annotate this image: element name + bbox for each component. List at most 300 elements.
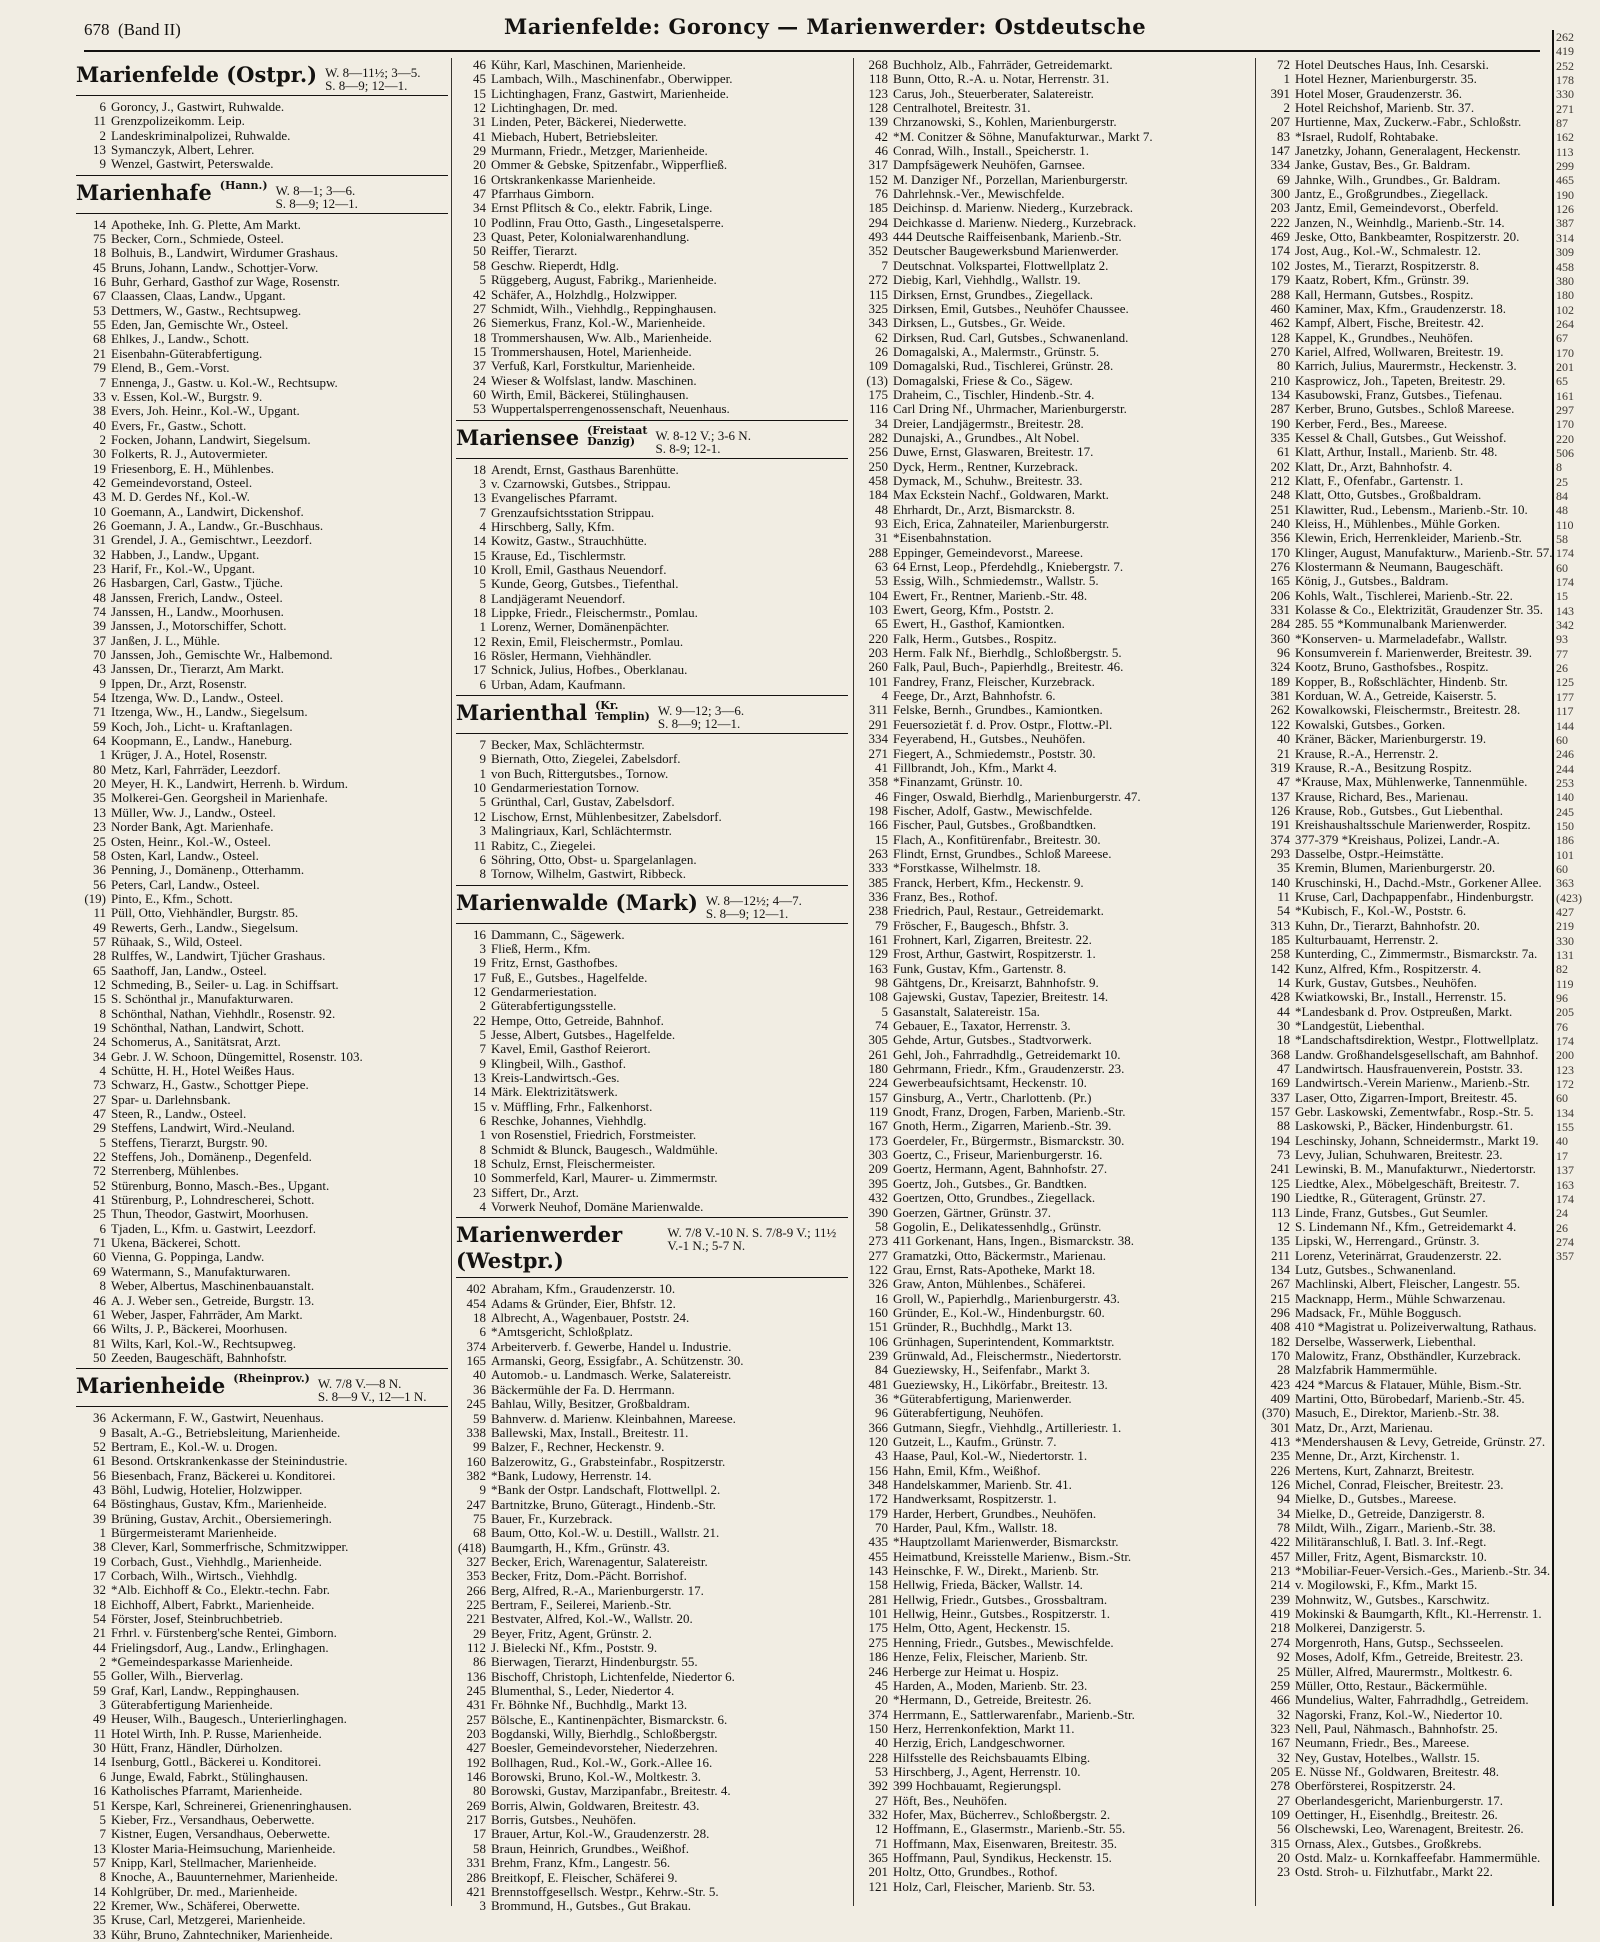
entry-number: 10 [473, 1170, 486, 1186]
entry-text: Lischow, Ernst, Mühlenbesitzer, Zabelsdorf. [491, 808, 722, 824]
entry-text: Lorenz, Veterinärrat, Graudenzerstr. 22. [1295, 1247, 1502, 1263]
entry-number: 365 [868, 1849, 888, 1865]
entry-text: Itzenga, Ww., H., Landw., Siegelsum. [111, 704, 308, 720]
entry-text: v. Mogilowski, F., Kfm., Markt 15. [1295, 1577, 1478, 1593]
entry-number: 435 [868, 1534, 888, 1550]
entry-text: Kieber, Frz., Versandhaus, Oeberwette. [111, 1811, 315, 1827]
edge-number: 26 [1556, 1220, 1568, 1235]
list-item [858, 1851, 1250, 1865]
list-item [858, 101, 1250, 115]
section-rule [456, 1277, 848, 1278]
list-item [456, 87, 848, 101]
entry-number: 419 [1270, 1606, 1290, 1622]
list-item [858, 833, 1250, 847]
entry-text: Frielingsdorf, Aug., Landw., Erlinghagen. [111, 1639, 329, 1655]
edge-number: 84 [1556, 489, 1568, 503]
list-item [1260, 1492, 1550, 1506]
entry-text: Machlinski, Albert, Fleischer, Langestr. 55. [1295, 1276, 1521, 1292]
entry-text: Ennenga, J., Gastw. u. Kol.-W., Rechtsupw. [111, 374, 338, 390]
entry-number: 3 [479, 940, 486, 956]
entry-number: 18 [473, 605, 486, 621]
list-item [456, 1282, 848, 1296]
entry-text: S. Schönthal jr., Manufakturwaren. [111, 991, 294, 1007]
edge-number: 172 [1556, 1077, 1574, 1092]
entry-text: Dettmers, W., Gastw., Rechtsupweg. [111, 302, 302, 318]
entry-text: Kunterding, C., Zimmermstr., Bismarckstr. 7a. [1295, 946, 1538, 962]
entry-text: *Israel, Rudolf, Rohtabake. [1295, 128, 1439, 144]
list-item [858, 331, 1250, 345]
list-item [456, 1498, 848, 1512]
entry-number: 9 [479, 1482, 486, 1498]
entry-number: 51 [93, 1797, 106, 1813]
entry-text: Kistner, Eugen, Versandhaus, Oeberwette. [111, 1826, 331, 1842]
entry-number: 39 [93, 618, 106, 634]
entry-text: Dammann, C., Sägewerk. [491, 926, 625, 942]
list-item [76, 390, 448, 404]
entry-text: Hellwig, Frieda, Bäcker, Wallstr. 14. [893, 1577, 1083, 1593]
entry-text: Arendt, Ernst, Gasthaus Barenhütte. [491, 461, 679, 477]
edge-number: 342 [1556, 618, 1574, 633]
list-item [858, 1521, 1250, 1535]
entry-text: Albrecht, A., Wagenbauer, Poststr. 24. [491, 1310, 690, 1326]
entry-number: 48 [875, 501, 888, 517]
entry-number: 175 [868, 1620, 888, 1636]
list-item [76, 143, 448, 157]
entry-text: Carus, Joh., Steuerberater, Salatereistr. [893, 85, 1094, 101]
list-item [1260, 1765, 1550, 1779]
entry-number: 170 [1270, 1347, 1290, 1363]
edge-number: 161 [1556, 388, 1574, 403]
list-item [858, 115, 1250, 129]
entry-number: 12 [473, 633, 486, 649]
entry-number: 20 [93, 776, 106, 792]
entry-text: Frost, Arthur, Gastwirt, Rospitzerstr. 1. [893, 946, 1096, 962]
list-item [1260, 1665, 1550, 1679]
list-item [1260, 1449, 1550, 1463]
section-title: Marienfelde (Ostpr.) [76, 62, 318, 87]
section-hours: W. 7/8 V.-10 N. S. 7/8-9 V.; 11½ V.-1 N.; 5-7 N. [667, 1225, 837, 1254]
entry-number: 246 [868, 1663, 888, 1679]
list-item [456, 956, 848, 970]
list-item [76, 261, 448, 275]
list-item [858, 374, 1250, 388]
entry-number: 338 [466, 1424, 486, 1440]
entry-text: M. D. Gerdes Nf., Kol.-W. [111, 489, 250, 505]
list-item [858, 560, 1250, 574]
entry-number: 47 [473, 186, 486, 202]
entry-number: 7 [99, 1826, 106, 1842]
entry-number: 40 [1277, 731, 1290, 747]
list-item [1260, 933, 1550, 947]
list-item [456, 738, 848, 752]
list-item [456, 1569, 848, 1583]
entry-number: 43 [93, 661, 106, 677]
entry-number: 23 [1277, 1864, 1290, 1880]
entry-number: 53 [473, 401, 486, 417]
entry-text: Herrmann, E., Sattlerwarenfabr., Marienb.-Str. [893, 1706, 1135, 1722]
entry-number: 42 [473, 286, 486, 302]
list-item [858, 1320, 1250, 1334]
entry-number: 34 [875, 415, 888, 431]
list-item [76, 114, 448, 128]
entry-number: 41 [473, 128, 486, 144]
entry-number: 72 [1277, 57, 1290, 72]
entry-text: Schönthal, Nathan, Viehhdlr., Rosenstr. 92. [111, 1005, 336, 1021]
list-item [858, 1607, 1250, 1621]
entry-number: 374 [868, 1706, 888, 1722]
entry-number: 2 [99, 127, 106, 143]
list-item [456, 1541, 848, 1555]
entry-number: 5 [479, 794, 486, 810]
entry-number: 61 [93, 1306, 106, 1322]
list-item [1260, 144, 1550, 158]
list-item [76, 949, 448, 963]
entry-number: 80 [93, 761, 106, 777]
list-item [1260, 402, 1550, 416]
list-item [858, 87, 1250, 101]
entry-text: Kuhn, Dr., Tierarzt, Bahnhofstr. 20. [1295, 917, 1480, 933]
list-item [858, 1249, 1250, 1263]
entry-number: 260 [868, 659, 888, 675]
entry-number: 215 [1270, 1290, 1290, 1306]
entry-text: Lutz, Gutsbes., Schwanenland. [1295, 1261, 1457, 1277]
list-item [456, 1426, 848, 1440]
entry-text: Gründer, R., Buchhdlg., Markt 13. [893, 1319, 1073, 1335]
entry-number: 27 [875, 1792, 888, 1808]
edge-number: 220 [1556, 431, 1574, 446]
entry-text: Grünhagen, Superintendent, Kommarktstr. [893, 1333, 1115, 1349]
entry-number: 119 [868, 1104, 888, 1120]
entry-text: Pinto, E., Kfm., Schott. [111, 890, 233, 906]
entry-text: Kloster Maria-Heimsuchung, Marienheide. [111, 1840, 336, 1856]
list-item [76, 462, 448, 476]
list-item [858, 1048, 1250, 1062]
list-item [858, 1535, 1250, 1549]
list-item [456, 1455, 848, 1469]
entry-number: 47 [1277, 1061, 1290, 1077]
entry-text: Laskowski, P., Bäcker, Hindenburgstr. 61. [1295, 1118, 1514, 1134]
list-item [76, 1021, 448, 1035]
entry-number: 40 [473, 1367, 486, 1383]
entry-text: Gnoth, Herm., Zigarren, Marienb.-Str. 39. [893, 1118, 1112, 1134]
list-item [456, 867, 848, 881]
entry-number: 70 [875, 1520, 888, 1536]
entry-text: Bürgermeisteramt Marienheide. [111, 1524, 277, 1540]
section-title: Marienwerder (Westpr.) [456, 1222, 623, 1274]
entry-number: 73 [93, 1077, 106, 1093]
edge-number: 155 [1556, 1120, 1574, 1135]
entry-text: Henze, Felix, Fleischer, Marienb. Str. [893, 1649, 1088, 1665]
entry-number: 454 [466, 1295, 486, 1311]
list-item [456, 331, 848, 345]
entry-number: 15 [473, 1098, 486, 1114]
list-item [456, 201, 848, 215]
entry-text: A. J. Weber sen., Getreide, Burgstr. 13. [111, 1292, 315, 1308]
entry-text: Kleiss, H., Mühlenbes., Mühle Gorken. [1295, 516, 1501, 531]
list-item [456, 549, 848, 563]
entry-text: Kerber, Ferd., Bes., Mareese. [1295, 415, 1448, 431]
entry-number: 129 [868, 946, 888, 962]
entry-number: 336 [868, 888, 888, 904]
entry-text: Flach, A., Konfitürenfabr., Breitestr. 30. [893, 831, 1101, 847]
entry-number: 2 [479, 998, 486, 1014]
entry-text: *Hauptzollamt Marienwerder, Bismarckstr. [893, 1534, 1119, 1550]
entry-number: 71 [93, 1235, 106, 1251]
list-item [1260, 58, 1550, 72]
list-item [858, 718, 1250, 732]
entry-text: Wilts, Karl, Kol.-W., Rechtsupweg. [111, 1335, 296, 1351]
entry-number: 29 [473, 1625, 486, 1641]
entry-text: Hurtienne, Max, Zuckerw.-Fabr., Schloßstr. [1295, 114, 1522, 130]
entry-number: 125 [1270, 1175, 1290, 1191]
entry-text: Siffert, Dr., Arzt. [491, 1184, 579, 1200]
entry-number: 83 [1277, 128, 1290, 144]
entry-number: 20 [1277, 1849, 1290, 1865]
edge-number: 380 [1556, 273, 1574, 288]
list-item [1260, 1234, 1550, 1248]
edge-number: 60 [1556, 861, 1568, 876]
entry-number: 8 [479, 866, 486, 882]
list-item [456, 506, 848, 520]
list-item [1260, 517, 1550, 531]
entry-text: Ewert, Georg, Kfm., Poststr. 2. [893, 602, 1054, 618]
list-item [858, 1148, 1250, 1162]
entry-text: Gutmann, Siegfr., Viehhdlg., Artilleriestr. 1. [893, 1419, 1122, 1435]
entry-text: Helm, Otto, Agent, Heckenstr. 15. [893, 1620, 1071, 1636]
entry-number: 96 [875, 1405, 888, 1421]
list-item [1260, 804, 1550, 818]
entry-number: 5 [99, 1134, 106, 1150]
entry-number: 22 [93, 1149, 106, 1165]
entry-number: 301 [1270, 1419, 1290, 1435]
entry-number: 343 [868, 315, 888, 331]
entry-number: 205 [1270, 1763, 1290, 1779]
entry-number: 6 [99, 1768, 106, 1784]
list-item [1260, 230, 1550, 244]
entry-text: Duwe, Ernst, Glaswaren, Breitestr. 17. [893, 444, 1094, 460]
entry-number: 157 [868, 1089, 888, 1105]
entry-number: 140 [1270, 874, 1290, 890]
entry-text: Abraham, Kfm., Graudenzerstr. 10. [491, 1281, 676, 1297]
entry-text: Besond. Ortskrankenkasse der Steinindustrie. [111, 1453, 348, 1469]
entry-number: 366 [868, 1419, 888, 1435]
list-item [1260, 216, 1550, 230]
list-item [858, 919, 1250, 933]
entry-text: Chrzanowski, S., Kohlen, Marienburgerstr. [893, 114, 1117, 130]
list-item [76, 662, 448, 676]
entry-text: *Landschaftsdirektion, Westpr., Flottwellplatz. [1295, 1032, 1539, 1048]
entry-number: 8 [99, 1278, 106, 1294]
list-item [456, 663, 848, 677]
list-item [76, 1813, 448, 1827]
entry-text: Frhrl. v. Fürstenberg'sche Rentei, Gimborn. [111, 1625, 337, 1641]
edge-number: 178 [1556, 73, 1574, 88]
entry-text: Bauer, Fr., Kurzebrack. [491, 1510, 613, 1526]
section-heading [76, 180, 448, 210]
entry-number: 180 [868, 1061, 888, 1077]
entry-number: 6 [479, 676, 486, 692]
list-item [1260, 1119, 1550, 1133]
entry-text: Falk, Paul, Buch-, Papierhdlg., Breitestr. 46. [893, 659, 1124, 675]
entry-text: Gutzeit, L., Kaufm., Grünstr. 7. [893, 1434, 1057, 1449]
entry-text: Lipski, W., Herrengard., Grünstr. 3. [1295, 1233, 1480, 1249]
list-item [1260, 173, 1550, 187]
list-item [858, 747, 1250, 761]
entry-text: Gasanstalt, Salatereistr. 15a. [893, 1003, 1040, 1019]
entry-number: 235 [1270, 1448, 1290, 1464]
entry-text: Grünthal, Carl, Gustav, Zabelsdorf. [491, 794, 675, 810]
list-item [858, 1076, 1250, 1090]
entry-number: 12 [473, 983, 486, 999]
edge-number: 330 [1556, 933, 1574, 948]
list-item [456, 173, 848, 187]
entry-number: 409 [1270, 1390, 1290, 1406]
entry-text: Martini, Otto, Bürobedarf, Marienb.-Str. 45. [1295, 1390, 1525, 1406]
entry-text: Eichhoff, Albert, Fabrkt., Marienheide. [111, 1596, 315, 1612]
list-item [76, 347, 448, 361]
entry-number: 16 [473, 648, 486, 664]
list-item [456, 1512, 848, 1526]
entry-text: Schnick, Julius, Hofbes., Oberklanau. [491, 662, 688, 678]
list-item [76, 1784, 448, 1798]
entry-number: 16 [93, 274, 106, 290]
entry-number: 23 [473, 1184, 486, 1200]
list-item [858, 1220, 1250, 1234]
entry-number: 63 [875, 559, 888, 575]
entry-text: Sterrenberg, Mühlenbes. [111, 1163, 239, 1179]
list-item [76, 129, 448, 143]
entry-number: 23 [473, 229, 486, 245]
list-item [456, 1813, 848, 1827]
entry-text: Symanczyk, Albert, Lehrer. [111, 142, 255, 158]
list-item [1260, 531, 1550, 545]
list-item [1260, 660, 1550, 674]
entry-number: 391 [1270, 85, 1290, 101]
entry-text: Linde, Franz, Gutsbes., Gut Seumler. [1295, 1204, 1489, 1220]
list-item [456, 1483, 848, 1497]
entry-text: Kroll, Emil, Gasthaus Neuendorf. [491, 562, 667, 577]
entry-number: 17 [473, 662, 486, 678]
list-item [858, 1019, 1250, 1033]
edge-number: 387 [1556, 216, 1574, 231]
entry-text: Kruschinski, H., Dachd.-Mstr., Gorkener Allee. [1295, 874, 1542, 890]
entry-text: S. Lindemann Nf., Kfm., Getreidemarkt 4. [1295, 1218, 1517, 1234]
list-item [76, 100, 448, 114]
entry-number: 221 [466, 1611, 486, 1627]
entry-text: Baumgarth, H., Kfm., Grünstr. 43. [491, 1539, 670, 1555]
entry-text: Janssen, J., Motorschiffer, Schott. [111, 618, 287, 634]
entry-number: 68 [473, 1525, 486, 1541]
entry-number: 113 [1270, 1204, 1290, 1220]
list-item [76, 1150, 448, 1164]
entry-text: Apotheke, Inh. G. Plette, Am Markt. [111, 216, 301, 232]
entry-text: Norder Bank, Agt. Marienhafe. [111, 819, 274, 835]
list-item [456, 1100, 848, 1114]
list-item [858, 589, 1250, 603]
entry-text: Fließ, Herm., Kfm. [491, 940, 591, 956]
entry-text: Goertz, C., Friseur, Marienburgerstr. 16. [893, 1147, 1103, 1163]
section-region: (Kr. Templin) [595, 699, 650, 724]
entry-number: 135 [1270, 1233, 1290, 1249]
entry-number: 4 [99, 1063, 106, 1078]
list-item [858, 1650, 1250, 1664]
section-rule [456, 923, 848, 924]
entry-number: 381 [1270, 688, 1290, 704]
list-item [456, 101, 848, 115]
entry-number: 462 [1270, 315, 1290, 331]
list-item [1260, 374, 1550, 388]
list-item [858, 1234, 1250, 1248]
section-heading [76, 1373, 448, 1403]
list-item [456, 1186, 848, 1200]
entry-text: v. Müffling, Frhr., Falkenhorst. [491, 1098, 653, 1114]
list-item [76, 1655, 448, 1669]
entry-number: 52 [93, 1438, 106, 1454]
list-item [858, 689, 1250, 703]
entry-number: 33 [93, 388, 106, 404]
list-item [1260, 1435, 1550, 1449]
entry-text: Felske, Bernh., Grundbes., Kamiontken. [893, 702, 1103, 718]
list-item [456, 1354, 848, 1368]
entry-text: Bollhagen, Rud., Kol.-W., Gork.-Allee 16. [491, 1754, 713, 1770]
entry-text: Neumann, Friedr., Bes., Mareese. [1295, 1735, 1470, 1751]
entry-text: Hütt, Franz, Händler, Dürholzen. [111, 1740, 283, 1756]
entry-number: 214 [1270, 1577, 1290, 1593]
list-item [858, 1162, 1250, 1176]
list-item [1260, 1048, 1550, 1062]
entry-text: *Landgestüt, Liebenthal. [1295, 1018, 1425, 1034]
entry-number: 25 [93, 1206, 106, 1222]
entry-number: 23 [93, 819, 106, 835]
edge-number: 200 [1556, 1048, 1574, 1063]
entry-text: Handelskammer, Marienb. Str. 41. [893, 1477, 1072, 1493]
list-item [76, 476, 448, 490]
list-item [456, 463, 848, 477]
entry-number: 423 [1270, 1376, 1290, 1392]
entry-number: 8 [99, 1869, 106, 1885]
entry-text: Dampfsägewerk Neuhöfen, Garnsee. [893, 157, 1086, 173]
entry-text: Friesenborg, E. H., Mühlenbes. [111, 460, 274, 476]
column-2 [456, 57, 848, 1914]
list-item [858, 130, 1250, 144]
page-number: 678 (Band II) [84, 20, 181, 39]
list-item [858, 288, 1250, 302]
entry-number: 65 [93, 962, 106, 978]
entry-text: Rühaak, S., Wild, Osteel. [111, 933, 243, 949]
entry-text: Gnodt, Franz, Drogen, Farben, Marienb.-Str. [893, 1104, 1126, 1120]
entry-text: Dirksen, Ernst, Grundbes., Ziegellack. [893, 286, 1094, 302]
list-item [76, 1641, 448, 1655]
entry-text: Osten, Heinr., Kol.-W., Osteel. [111, 833, 271, 849]
entry-text: Fuß, E., Gutsbes., Hagelfelde. [491, 969, 648, 985]
list-item [76, 1913, 448, 1927]
entry-number: 273 [868, 1233, 888, 1249]
entry-number: 206 [1270, 587, 1290, 603]
list-item [456, 491, 848, 505]
entry-text: Wilts, J. P., Bäckerei, Moorhusen. [111, 1321, 288, 1337]
entry-text: Müller, Alfred, Maurermstr., Moltkestr. 6. [1295, 1663, 1513, 1679]
entry-text: Miebach, Hubert, Betriebsleiter. [491, 128, 659, 144]
section-title: Marienheide [76, 1373, 226, 1399]
entry-text: Borris, Gutsbes., Neuhöfen. [491, 1812, 637, 1828]
entry-number: 27 [473, 300, 486, 316]
entry-number: 458 [868, 472, 888, 488]
edge-number: 134 [1556, 1105, 1574, 1120]
list-item [1260, 474, 1550, 488]
edge-number: 262 [1556, 30, 1574, 44]
edge-number: 465 [1556, 173, 1574, 188]
list-item [456, 620, 848, 634]
